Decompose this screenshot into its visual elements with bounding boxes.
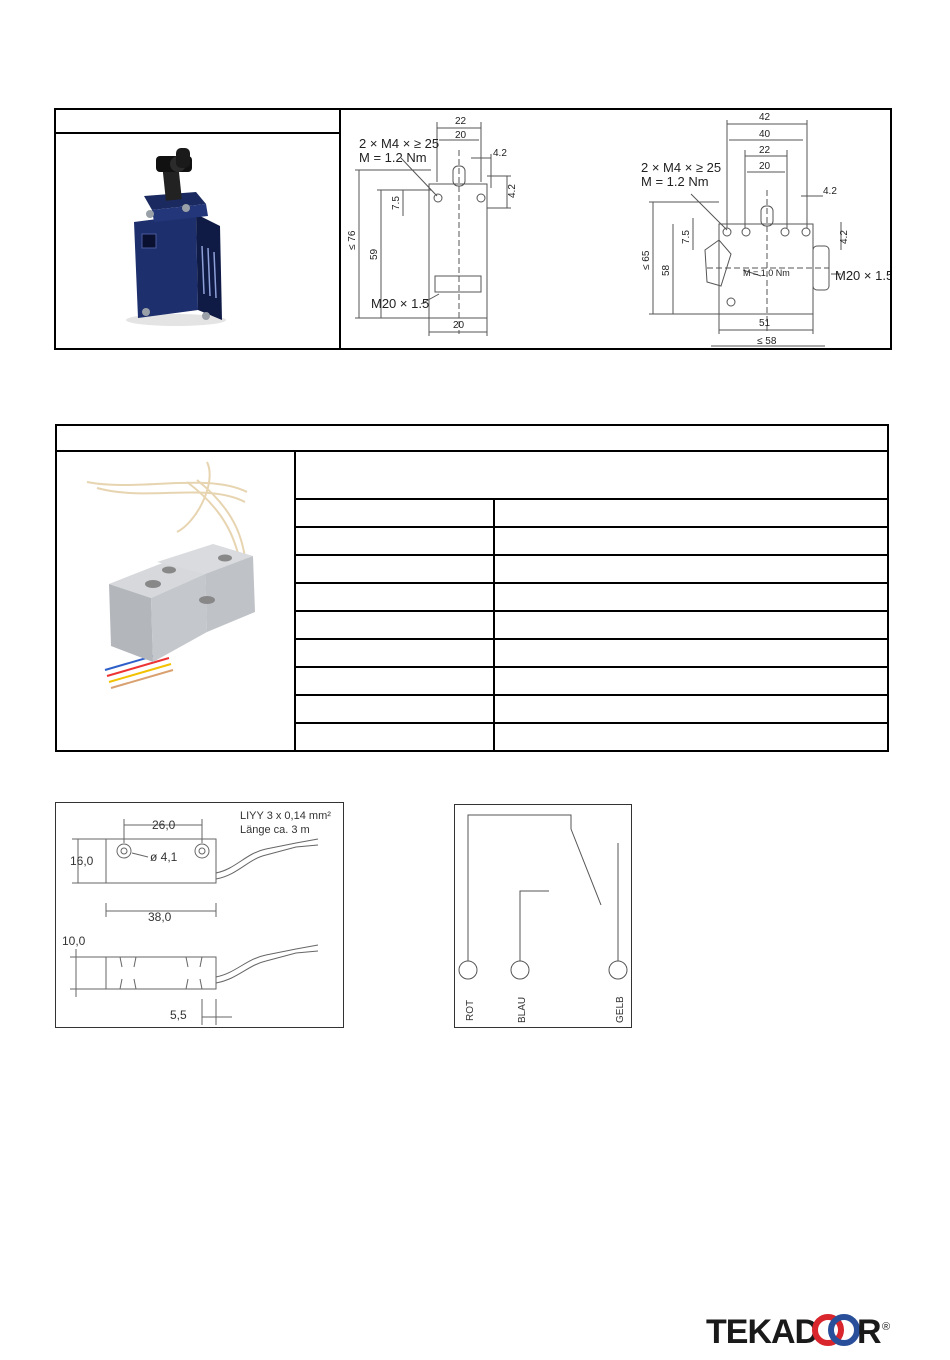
limit-switch-header-cell <box>56 110 339 134</box>
dim-76: ≤ 76 <box>347 230 358 250</box>
thread-label: M20 × 1.5 <box>371 296 430 311</box>
dim-4-2-right: 4.2 <box>507 184 518 198</box>
limit-switch-photo <box>56 134 339 348</box>
terminal-blau-label: BLAU <box>517 996 528 1023</box>
cable-spec-line2: Länge ca. 3 m <box>240 824 310 836</box>
dim-22-right: 22 <box>759 145 771 156</box>
dim-5-5: 5,5 <box>170 1008 187 1022</box>
magnetic-switch-photo <box>57 452 294 750</box>
dim-40: 40 <box>759 129 771 140</box>
wiring-diagram <box>454 804 632 1028</box>
dimension-drawings-svg <box>341 110 890 348</box>
dim-65: ≤ 65 <box>641 250 652 270</box>
wiring-diagram-svg <box>455 805 633 1029</box>
cable-spec-line1: LIYY 3 x 0,14 mm² <box>240 810 331 822</box>
limit-switch-dimension-drawing <box>341 110 890 348</box>
dim-16: 16,0 <box>70 854 94 868</box>
registered-mark: ® <box>882 1321 891 1333</box>
screw-note-line2: M = 1.2 Nm <box>359 150 427 165</box>
magnetic-switch-header-row <box>57 426 887 452</box>
row-line <box>296 722 887 724</box>
screw-note-right-line2: M = 1.2 Nm <box>641 174 709 189</box>
dim-38: 38,0 <box>148 910 172 924</box>
dim-10: 10,0 <box>62 934 86 948</box>
dim-58-bottom: ≤ 58 <box>757 336 777 347</box>
dim-42: 42 <box>759 112 771 123</box>
screw-note-right-line1: 2 × M4 × ≥ 25 <box>641 160 722 175</box>
svg-text:R: R <box>857 1313 882 1348</box>
dim-59: 59 <box>369 248 380 260</box>
row-line <box>296 498 887 500</box>
dim-4-2-side: 4.2 <box>839 230 850 244</box>
column-divider-inner <box>493 500 495 750</box>
dim-51: 51 <box>759 318 771 329</box>
dim-7-5-right: 7.5 <box>681 230 692 244</box>
tekadoor-logo-svg <box>706 1310 902 1348</box>
row-line <box>296 526 887 528</box>
terminal-gelb-label: GELB <box>615 996 626 1023</box>
limit-switch-illustration <box>56 134 339 348</box>
dim-4-2-top-right: 4.2 <box>823 186 837 197</box>
dim-4-2: 4.2 <box>493 148 507 159</box>
row-line <box>296 694 887 696</box>
dim-26: 26,0 <box>152 818 176 832</box>
thread-label-right: M20 × 1.5 <box>835 268 890 283</box>
row-line <box>296 638 887 640</box>
row-line <box>296 610 887 612</box>
dim-hole: ø 4,1 <box>150 850 178 864</box>
brand-logo <box>706 1310 902 1348</box>
dim-20-right: 20 <box>759 161 771 172</box>
torque-inner: M = 1.0 Nm <box>743 268 790 278</box>
dim-22: 22 <box>455 116 467 127</box>
dim-20: 20 <box>455 130 467 141</box>
row-line <box>296 554 887 556</box>
dim-bottom: 20 <box>453 320 465 331</box>
dim-7-5: 7.5 <box>391 196 402 210</box>
dim-58: 58 <box>661 264 672 276</box>
row-line <box>296 666 887 668</box>
terminal-rot-label: ROT <box>465 999 476 1021</box>
svg-text:TEKAD: TEKAD <box>706 1313 819 1348</box>
row-line <box>296 582 887 584</box>
limit-switch-table <box>54 108 892 350</box>
magnetic-switch-table <box>55 424 889 752</box>
dimension-drawing-svg <box>56 803 345 1029</box>
column-divider <box>294 452 296 750</box>
magnetic-switch-illustration <box>57 452 294 750</box>
screw-note-line1: 2 × M4 × ≥ 25 <box>359 136 440 151</box>
magnetic-switch-dimension-drawing <box>55 802 344 1028</box>
